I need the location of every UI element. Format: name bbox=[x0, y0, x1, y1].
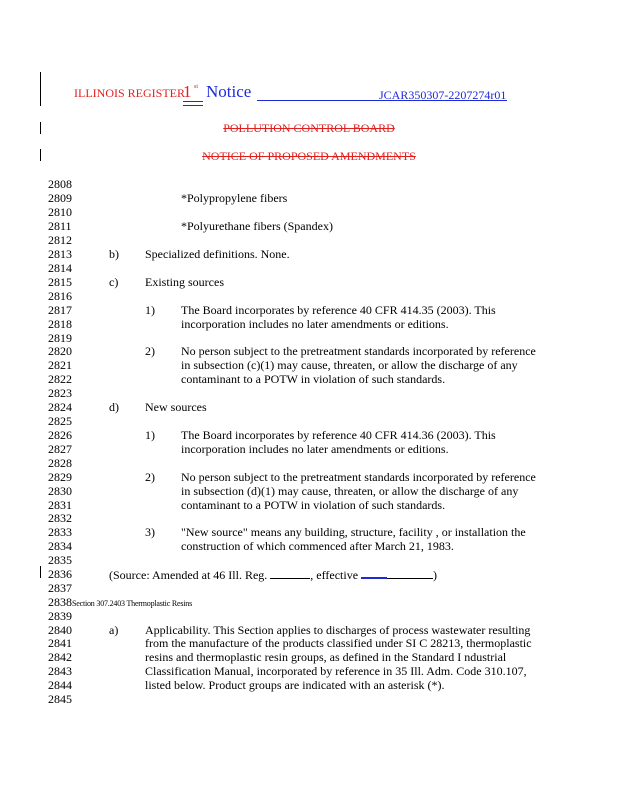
source-effective: , effective bbox=[310, 568, 359, 582]
item-text: No person subject to the pretreatment standards incorporated by reference bbox=[181, 470, 536, 484]
line-number: 2838 bbox=[48, 595, 72, 609]
item-text: construction of which commenced after March 21, 1983. bbox=[181, 539, 454, 553]
blank-field-edited bbox=[361, 567, 387, 579]
subsection-text: from the manufacture of the products classified under SI C 28213, thermoplastic bbox=[145, 636, 532, 650]
line-number: 2833 bbox=[48, 525, 72, 539]
line-number: 2813 bbox=[48, 247, 72, 261]
item-text: The Board incorporates by reference 40 CFR 414.36 (2003). This bbox=[181, 428, 496, 442]
change-bar bbox=[40, 566, 41, 578]
item-label: 1) bbox=[145, 303, 155, 317]
subsection-label: b) bbox=[109, 247, 119, 261]
subsection-label: c) bbox=[109, 275, 119, 289]
subsection-text: listed below. Product groups are indicated with an asterisk (*). bbox=[145, 678, 445, 692]
line-number: 2811 bbox=[48, 219, 72, 233]
line-number: 2814 bbox=[48, 261, 72, 275]
line-number: 2845 bbox=[48, 692, 72, 706]
line-number: 2819 bbox=[48, 331, 72, 345]
line-number: 2824 bbox=[48, 400, 72, 414]
item-text: contaminant to a POTW in violation of such standards. bbox=[181, 498, 446, 512]
section-heading bbox=[48, 595, 192, 610]
item-text: in subsection (c)(1) may cause, threaten, or allow the discharge of any bbox=[181, 358, 518, 372]
line-number: 2815 bbox=[48, 275, 72, 289]
change-bar bbox=[40, 72, 41, 106]
notice-heading: Notice bbox=[206, 82, 252, 101]
item-text: "New source" means any building, structure, facility , or installation the bbox=[181, 525, 526, 539]
line-number: 2832 bbox=[48, 511, 72, 525]
line-number: 2844 bbox=[48, 678, 72, 692]
item-text: No person subject to the pretreatment standards incorporated by reference bbox=[181, 344, 536, 358]
item-label: 2) bbox=[145, 344, 155, 358]
line-number: 2840 bbox=[48, 623, 72, 637]
line-number: 2831 bbox=[48, 498, 72, 512]
line-number: 2812 bbox=[48, 233, 72, 247]
line-number: 2829 bbox=[48, 470, 72, 484]
line-number: 2830 bbox=[48, 484, 72, 498]
item-text: The Board incorporates by reference 40 CFR 414.35 (2003). This bbox=[181, 303, 496, 317]
subsection-text: New sources bbox=[145, 400, 207, 414]
fiber-item: *Polyurethane fibers (Spandex) bbox=[181, 219, 333, 233]
item-text: incorporation includes no later amendments or editions. bbox=[181, 442, 449, 456]
line-number: 2817 bbox=[48, 303, 72, 317]
subsection-text: Existing sources bbox=[145, 275, 224, 289]
line-number: 2820 bbox=[48, 344, 72, 358]
double-underline bbox=[183, 105, 203, 106]
line-number: 2842 bbox=[48, 650, 72, 664]
line-number: 2809 bbox=[48, 191, 72, 205]
line-number: 2839 bbox=[48, 609, 72, 623]
item-text: in subsection (d)(1) may cause, threaten, or allow the discharge of any bbox=[181, 484, 519, 498]
subsection-text: Classification Manual, incorporated by reference in 35 Ill. Adm. Code 310.107, bbox=[145, 664, 527, 678]
line-number: 2826 bbox=[48, 428, 72, 442]
line-number: 2822 bbox=[48, 372, 72, 386]
line-number: 2837 bbox=[48, 581, 72, 595]
line-number: 2835 bbox=[48, 553, 72, 567]
line-number: 2827 bbox=[48, 442, 72, 456]
jcar-id: JCAR350307-2207274r01 bbox=[379, 88, 507, 102]
blank-field bbox=[270, 568, 310, 579]
line-number: 2808 bbox=[48, 177, 72, 191]
line-number: 2834 bbox=[48, 539, 72, 553]
item-label: 3) bbox=[145, 525, 155, 539]
line-number: 2825 bbox=[48, 414, 72, 428]
line-number: 2843 bbox=[48, 664, 72, 678]
notice-title: NOTICE OF PROPOSED AMENDMENTS bbox=[202, 149, 416, 163]
page-marker: 1 bbox=[183, 82, 192, 101]
board-title: POLLUTION CONTROL BOARD bbox=[223, 121, 395, 135]
item-text: contaminant to a POTW in violation of such standards. bbox=[181, 372, 446, 386]
source-note bbox=[109, 567, 437, 583]
line-number: 2816 bbox=[48, 289, 72, 303]
fiber-item: *Polypropylene fibers bbox=[181, 191, 288, 205]
line-number: 2823 bbox=[48, 386, 72, 400]
blank-field bbox=[387, 568, 433, 579]
page-marker-sup: st bbox=[194, 84, 199, 90]
section-title: Section 307.2403 Thermoplastic Resins bbox=[72, 599, 192, 608]
double-underline bbox=[183, 101, 203, 102]
source-end: ) bbox=[433, 568, 438, 582]
subsection-label: a) bbox=[109, 623, 119, 637]
line-number: 2821 bbox=[48, 358, 72, 372]
item-text: incorporation includes no later amendments or editions. bbox=[181, 317, 449, 331]
line-number: 2828 bbox=[48, 456, 72, 470]
line-number: 2836 bbox=[48, 567, 72, 581]
source-prefix: (Source: Amended at 46 Ill. Reg. bbox=[109, 568, 268, 582]
line-number: 2818 bbox=[48, 317, 72, 331]
subsection-label: d) bbox=[109, 400, 119, 414]
subsection-text: resins and thermoplastic resin groups, as defined in the Standard I ndustrial bbox=[145, 650, 507, 664]
line-number: 2841 bbox=[48, 636, 72, 650]
register-title: ILLINOIS REGISTER bbox=[74, 86, 185, 100]
subsection-text: Applicability. This Section applies to discharges of process wastewater resulting bbox=[145, 623, 531, 637]
line-number: 2810 bbox=[48, 205, 72, 219]
subsection-text: Specialized definitions. None. bbox=[145, 247, 290, 261]
item-label: 2) bbox=[145, 470, 155, 484]
item-label: 1) bbox=[145, 428, 155, 442]
